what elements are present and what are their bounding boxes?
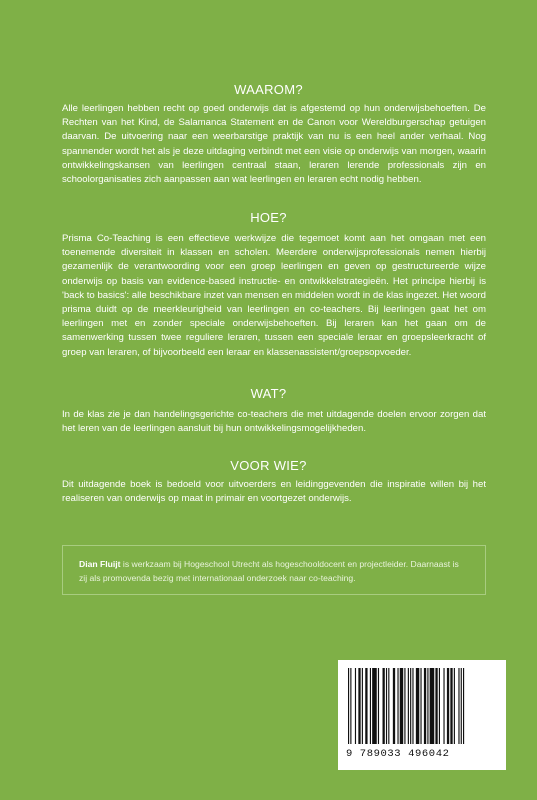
- paragraph-wat: In de klas zie je dan handelingsgerichte co-teachers die met uitdagende doelen ervoor zorgen dat het leren van de leerlingen aansluit bij hun ontwikkelingsmogelijkheden.: [62, 409, 486, 435]
- author-box: [62, 545, 486, 595]
- heading-voor-wie: VOOR WIE?: [230, 458, 307, 473]
- author-description: is werkzaam bij Hogeschool Utrecht als hogeschooldocent en projectleider. Daarnaast is zij als promovenda bezig met internationaal onderzoek naar co-teaching.: [79, 559, 459, 583]
- paragraph-voor-wie: Dit uitdagende boek is bedoeld voor uitvoerders en leidinggevenden die inspiratie willen bij het realiseren van onderwijs op maat in primair en voortgezet onderwijs.: [62, 479, 486, 505]
- heading-wat: WAT?: [250, 386, 287, 401]
- author-bio: [79, 558, 469, 585]
- barcode-label: [338, 660, 506, 770]
- heading-hoe: HOE?: [250, 210, 287, 225]
- barcode-icon: [346, 668, 498, 746]
- author-name: Dian Fluijt: [79, 559, 121, 569]
- paragraph-waarom: Alle leerlingen hebben recht op goed onderwijs dat is afgestemd op hun onderwijsbehoeften. De Rechten van het Kind, de Salamanca Statement en de Canon voor Wereldburgerschap getuigen daarvan. De uitvoering naar een weerbarstige praktijk van nu is een heel ander verhaal. Nog spannender wordt het als je deze uitdaging verbindt met een visie op onderwijs van morgen, waarin ontwikkelingskansen van leerlingen centraal staan, leraren lerende professionals zijn en schoolorganisaties zich aanpassen aan wat leerlingen en leraren echt nodig hebben.: [62, 103, 486, 186]
- heading-waarom: WAAROM?: [234, 82, 303, 97]
- paragraph-hoe: Prisma Co-Teaching is een effectieve werkwijze die tegemoet komt aan het omgaan met een toenemende diversiteit in klassen en scholen. Meerdere onderwijsprofessionals nemen hierbij gezamenlijk de verantwoording voor een groep leerlingen en geven op gestructureerde wijze onderwijs op basis van evidence-based instructie- en ontwikkelstrategieën. Het principe hierbij is 'back to basics': alle beschikbare inzet van mensen en middelen wordt in de klas ingezet. Het woord prisma duidt op de meerkleurigheid van leerlingen en co-teachers. Bij leerlingen gaat het om leerlingen met en zonder speciale onderwijsbehoeften. Bij leraren kan het gaan om de samenwerking tussen twee reguliere leraren, tussen een speciale leraar en groepsleerkracht of groep van leraren, of bijvoorbeeld een leraar en klassenassistent/groepsopvoeder.: [62, 233, 486, 358]
- isbn-number: 9 789033 496042: [346, 748, 450, 760]
